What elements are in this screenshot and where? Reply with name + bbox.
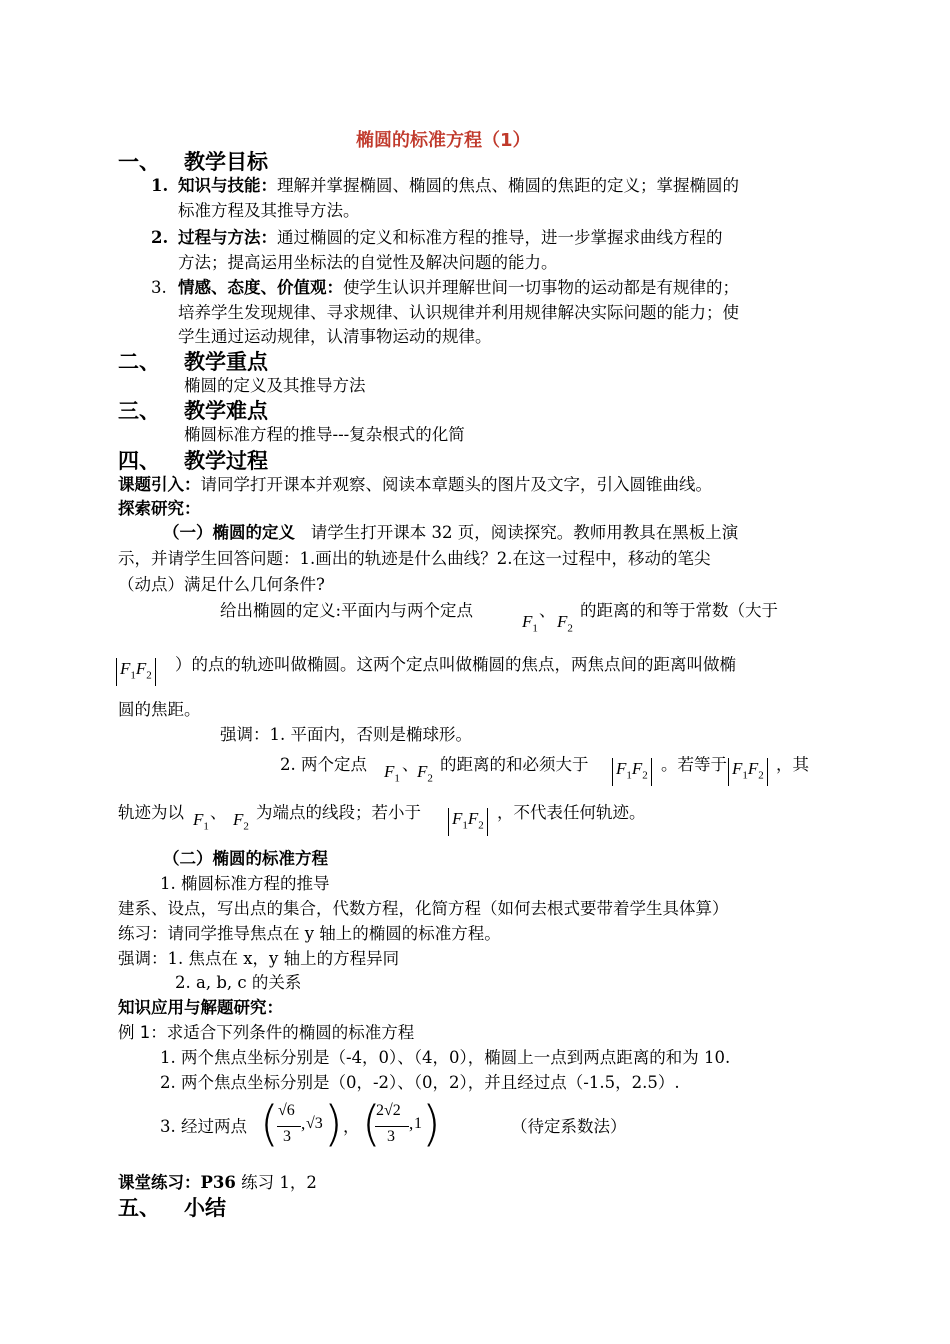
separator: 、 (210, 803, 227, 822)
example-heading: 例 1：求适合下列条件的椭圆的标准方程 (118, 1023, 415, 1042)
section-number: 四、 (118, 449, 160, 473)
goal-process-cont: 方法；提高运用坐标法的自觉性及解决问题的能力。 (178, 253, 558, 272)
goal-emotion-cont: 培养学生发现规律、寻求规律、认识规律并利用规律解决实际问题的能力；使 (178, 303, 739, 322)
focus-f1: $F_1$ (522, 612, 538, 635)
distance-f1f2: $F_1F_2$ (448, 808, 488, 836)
point-1: ( √6 3 , √3 ) (260, 1096, 343, 1152)
distance-f1f2: $F_1F_2$ (116, 658, 156, 686)
section-number: 五、 (118, 1196, 160, 1220)
note-2-cont: 。若等于 (661, 755, 727, 774)
section-number: 二、 (118, 350, 160, 374)
definition-intro: （一）椭圆的定义 请学生打开课本 32 页，阅读探究。教师用教具在黑板上演 (163, 523, 739, 542)
distance-f1f2: $F_1F_2$ (728, 758, 768, 786)
definition-intro-cont: （动点）满足什么几何条件? (118, 575, 325, 594)
section-text: 椭圆的定义及其推导方法 (184, 376, 366, 395)
section-heading: 小结 (184, 1196, 226, 1220)
focus-f2: $F_2$ (557, 612, 573, 635)
note-2: 2. 两个定点 (280, 755, 367, 774)
separator: 、 (539, 601, 556, 620)
example-question-3: 3. 经过两点 (160, 1117, 247, 1136)
focus-f2: $F_2$ (417, 762, 433, 785)
derivation-steps: 建系、设点，写出点的集合，代数方程，化简方程（如何去根式要带着学生具体算） (118, 899, 729, 918)
list-number: 2. (151, 228, 169, 247)
goal-emotion: 情感、态度、价值观：使学生认识并理解世间一切事物的运动都是有规律的； (178, 278, 739, 297)
standard-equation-heading: （二）椭圆的标准方程 (163, 849, 328, 868)
class-practice: 课堂练习：P36 练习 1，2 (118, 1173, 317, 1192)
goal-process: 过程与方法：通过椭圆的定义和标准方程的推导，进一步掌握求曲线方程的 (178, 228, 723, 247)
note-3-cont: ，不代表任何轨迹。 (497, 803, 646, 822)
distance-f1f2: $F_1F_2$ (612, 758, 652, 786)
note-2-cont: 的距离的和必须大于 (440, 755, 589, 774)
focus-f2: $F_2$ (233, 810, 249, 833)
section-heading: 教学重点 (184, 350, 268, 374)
page-title: 椭圆的标准方程（1） (356, 130, 531, 151)
comma: ， (343, 1117, 360, 1136)
list-number: 1. (151, 176, 169, 195)
section-number: 三、 (118, 399, 160, 423)
example-question-2: 2. 两个焦点坐标分别是（0，-2）、（0，2），并且经过点（-1.5，2.5）. (160, 1073, 680, 1092)
ellipse-definition-cont: ）的点的轨迹叫做椭圆。这两个定点叫做椭圆的焦点，两焦点间的距离叫做椭 (175, 655, 736, 674)
practice-line: 练习：请同学推导焦点在 y 轴上的椭圆的标准方程。 (118, 924, 501, 943)
separator: 、 (402, 755, 419, 774)
method-note: （待定系数法） (511, 1117, 627, 1136)
goal-knowledge: 知识与技能：理解并掌握椭圆、椭圆的焦点、椭圆的焦距的定义；掌握椭圆的 (178, 176, 739, 195)
ellipse-definition-cont: 的距离的和等于常数（大于 (580, 601, 778, 620)
section-heading: 教学过程 (184, 449, 268, 473)
section-number: 一、 (118, 150, 160, 174)
ellipse-definition-cont: 圆的焦距。 (118, 700, 201, 719)
example-question-1: 1. 两个焦点坐标分别是（-4，0）、（4，0），椭圆上一点到两点距离的和为 10. (160, 1048, 731, 1067)
emphasis-line-2: 2. a, b, c 的关系 (175, 973, 302, 992)
goal-emotion-cont: 学生通过运动规律，认清事物运动的规律。 (178, 327, 492, 346)
application-heading: 知识应用与解题研究： (118, 998, 283, 1017)
ellipse-definition: 给出椭圆的定义:平面内与两个定点 (220, 601, 474, 620)
point-2: ( 2√2 3 , 1 ) (362, 1096, 441, 1152)
goal-knowledge-cont: 标准方程及其推导方法。 (178, 201, 360, 220)
note-3: 轨迹为以 (118, 803, 184, 822)
definition-intro-cont: 示，并请学生回答问题：1.画出的轨迹是什么曲线？2.在这一过程中，移动的笔尖 (118, 549, 711, 568)
list-number: 3. (151, 278, 167, 297)
derivation-line: 1. 椭圆标准方程的推导 (160, 874, 330, 893)
focus-f1: $F_1$ (384, 762, 400, 785)
note-3-cont: 为端点的线段；若小于 (256, 803, 421, 822)
section-heading: 教学难点 (184, 399, 268, 423)
note-heading: 强调：1. 平面内，否则是椭球形。 (220, 725, 472, 744)
emphasis-line: 强调：1. 焦点在 x，y 轴上的方程异同 (118, 949, 400, 968)
intro-line: 课题引入：请同学打开课本并观察、阅读本章题头的图片及文字，引入圆锥曲线。 (118, 475, 712, 494)
focus-f1: $F_1$ (193, 810, 209, 833)
note-2-cont: ，其 (776, 755, 809, 774)
explore-heading: 探索研究： (118, 499, 201, 518)
section-text: 椭圆标准方程的推导---复杂根式的化简 (184, 425, 465, 444)
section-heading: 教学目标 (184, 150, 268, 174)
